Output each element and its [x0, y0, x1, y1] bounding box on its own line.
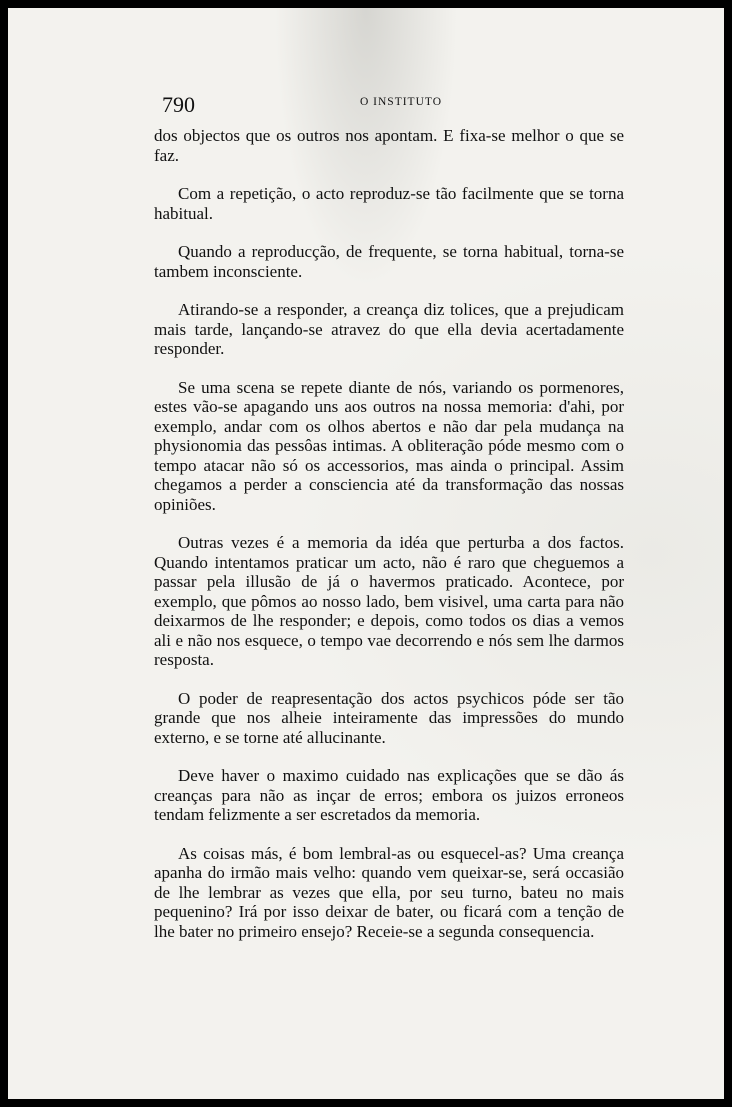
running-title: O INSTITUTO — [359, 96, 443, 108]
paragraph: O poder de reapresentação dos actos psychicos póde ser tão grande que nos alheie inteiramente das impressões do mundo externo, e se torne até allucinante. — [154, 688, 624, 747]
paragraph: Deve haver o maximo cuidado nas explicações que se dão ás creanças para não as inçar de erros; embora os juizos erroneos tendam felizmente a ser escretados da memoria. — [154, 766, 624, 824]
paragraph: Se uma scena se repete diante de nós, variando os pormenores, estes vão-se apagando uns aos outros na nossa memoria: d'ahi, por exemplo, andar com os olhos abertos e não dar pela mudança na physionomia das pessôas intimas. A obliteração póde mesmo com o tempo atacar não só os accessorios, mas ainda o principal. Assim chegamos a perder a consciencia até da transformação das nossas opiniões. — [154, 377, 624, 514]
page-number: 790 — [162, 92, 195, 117]
paragraph: Outras vezes é a memoria da idéa que perturba a dos factos. Quando intentamos praticar um acto, não é raro que cheguemos a passar pela illusão de já o havermos praticado. Acontece, por exemplo, que pômos ao nosso lado, bem visivel, uma carta para não deixarmos de lhe responder; e depois, como todos os dias a vemos ali e não nos esquece, o tempo vae decorrendo e nós sem lhe darmos resposta. — [154, 533, 624, 669]
paragraph: Atirando-se a responder, a creança diz tolices, que a prejudicam mais tarde, lançando-se atravez do que ella devia acertadamente responder. — [154, 300, 624, 358]
running-head — [162, 92, 640, 118]
paragraph: As coisas más, é bom lembral-as ou esquecel-as? Uma creança apanha do irmão mais velho: quando vem queixar-se, será occasião de lhe lembrar as vezes que ella, por seu turno, bateu no mais pequenino? Irá por isso deixar de bater, ou ficará com a tenção de lhe bater no primeiro ensejo? Receie-se a segunda consequencia. — [154, 843, 624, 941]
body-text — [154, 126, 624, 960]
paragraph-continued: dos objectos que os outros nos apontam. E fixa-se melhor o que se faz. — [154, 126, 624, 165]
paragraph: Quando a reproducção, de frequente, se torna habitual, torna-se tambem inconsciente. — [154, 242, 624, 281]
paragraph: Com a repetição, o acto reproduz-se tão facilmente que se torna habitual. — [154, 184, 624, 223]
